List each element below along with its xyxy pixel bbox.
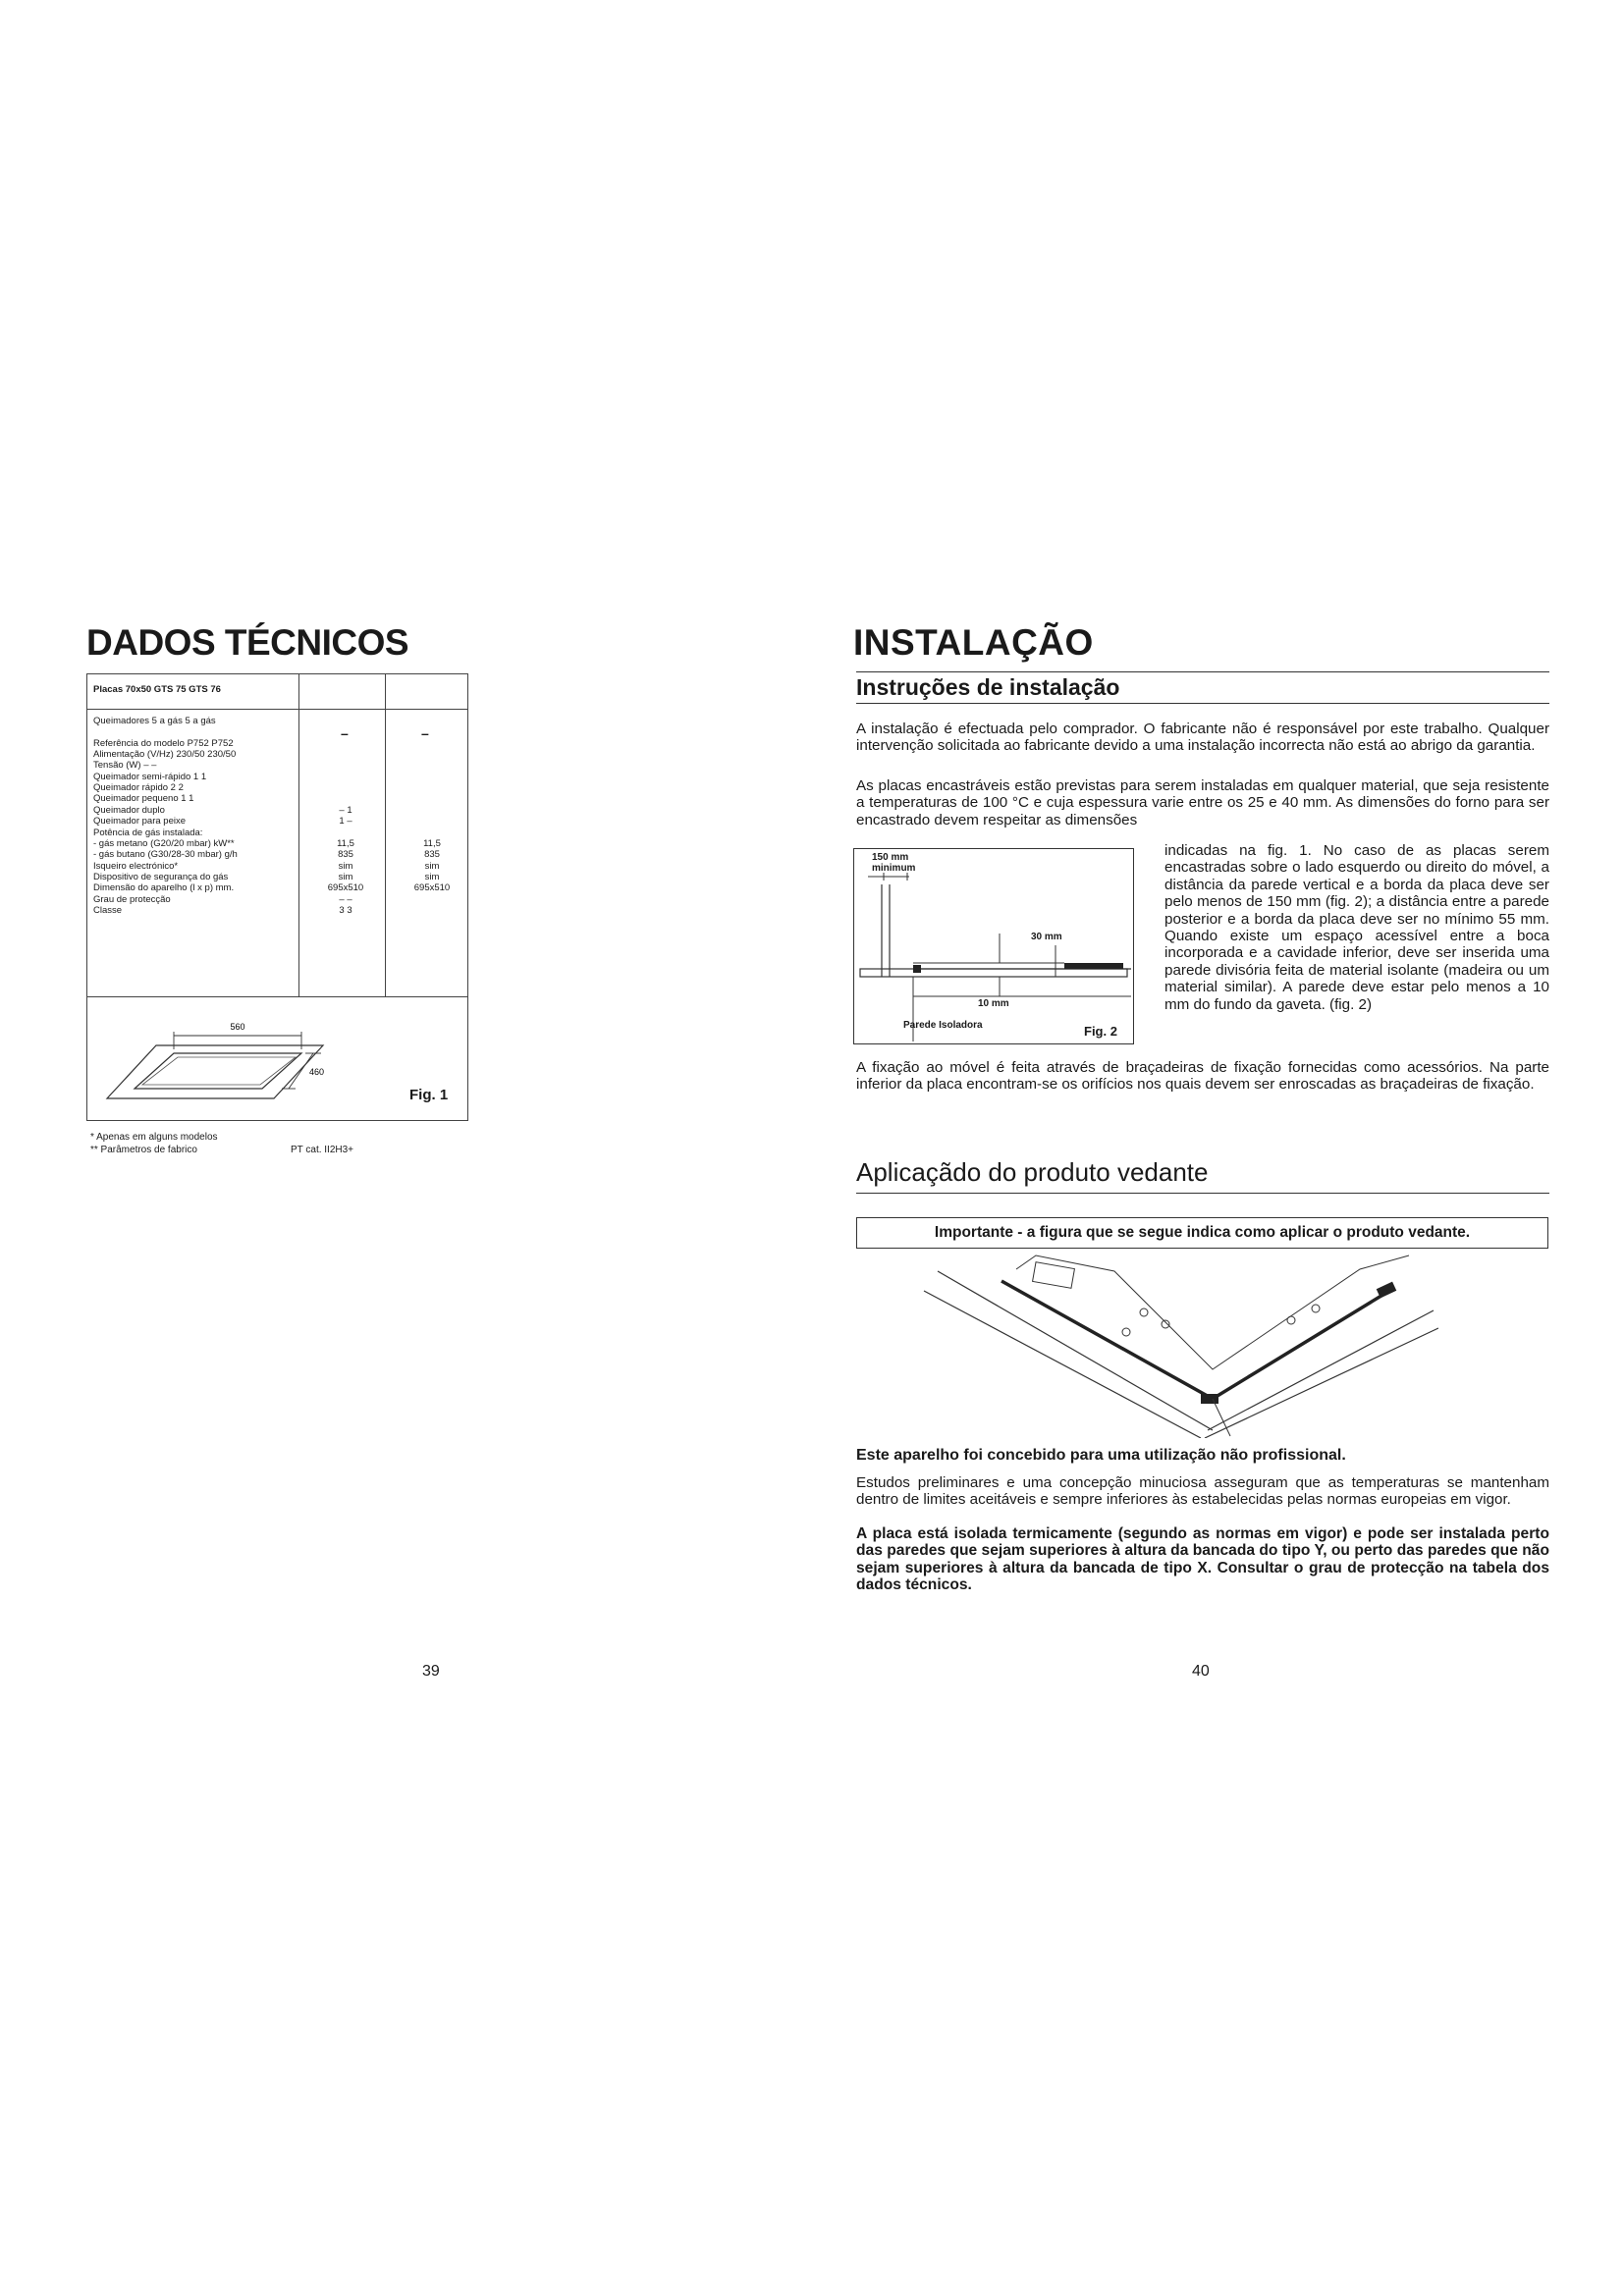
page-number-right: 40 xyxy=(1192,1663,1210,1680)
paragraph-builtin-materials: As placas encastráveis estão previstas para serem instaladas em qualquer material, que seja resistente a temperaturas de 100 °C e cuja espessura varie entre os 25 e 40 mm. As dimensões do forno para ser encastrado devem respeitar as dimensões xyxy=(856,777,1549,828)
table-cell-model1: 835 xyxy=(338,849,353,861)
table-dash-col2: – xyxy=(421,725,429,741)
table-row xyxy=(93,716,464,726)
table-dash-col1: – xyxy=(341,725,349,741)
table-cell-model2: 835 xyxy=(424,849,440,861)
table-header: Placas 70x50 GTS 75 GTS 76 xyxy=(93,684,221,695)
table-row xyxy=(93,738,464,749)
table-row xyxy=(93,749,464,760)
table-cell-model1: 1 – xyxy=(339,816,352,828)
table-row-label: - gás metano (G20/20 mbar) kW** xyxy=(93,837,235,849)
paragraph-installation-intro: A instalação é efectuada pelo comprador. O fabricante não é responsável por este trabalho. Qualquer intervenção solicitada ao fabricante devido a uma instalação incorrecta não está ao abrigo da garantia. xyxy=(856,721,1549,755)
table-row-label: Referência do modelo P752 P752 xyxy=(93,737,234,749)
table-row xyxy=(93,882,464,893)
table-row xyxy=(93,838,464,849)
professional-use-notice: Este aparelho foi concebido para uma utilização não profissional. xyxy=(856,1447,1346,1464)
table-figure-divider xyxy=(87,996,467,997)
table-row-label: Classe xyxy=(93,904,123,916)
table-cell-model2: sim xyxy=(424,871,440,882)
sealant-strip xyxy=(1001,1281,1389,1399)
table-row-label: Queimador para peixe xyxy=(93,816,186,828)
section-heading-installation: Instruções de instalação xyxy=(856,674,1120,700)
table-cell-model2: 11,5 xyxy=(423,837,441,849)
table-row-label: Potência de gás instalada: xyxy=(93,827,203,838)
table-row-label: Tensão (W) – – xyxy=(93,760,157,772)
fig2-countertop xyxy=(860,969,1127,977)
table-row-label: Queimador semi-rápido 1 1 xyxy=(93,771,207,782)
table-row xyxy=(93,828,464,838)
fig2-hob-edge xyxy=(1064,963,1123,969)
table-row xyxy=(93,772,464,782)
fig2-min-distance-word: minimum xyxy=(872,863,916,874)
table-row-label: Queimadores 5 a gás 5 a gás xyxy=(93,716,216,726)
hob-underside-outline xyxy=(1016,1255,1409,1369)
table-row-label: Queimador rápido 2 2 xyxy=(93,782,184,794)
table-row-label: - gás butano (G30/28-30 mbar) g/h xyxy=(93,849,238,861)
table-row-label: Grau de protecção xyxy=(93,893,171,905)
fig1-caption: Fig. 1 xyxy=(409,1087,449,1103)
fig2-caption: Fig. 2 xyxy=(1084,1024,1117,1039)
table-row xyxy=(93,816,464,827)
section-rule xyxy=(856,703,1549,704)
table-row xyxy=(93,760,464,771)
table-row-label: Queimador pequeno 1 1 xyxy=(93,793,194,805)
table-row xyxy=(93,905,464,916)
fig2-min-distance-value: 150 mm xyxy=(872,852,909,863)
title-rule xyxy=(856,671,1549,672)
table-row-label: Dimensão do aparelho (l x p) mm. xyxy=(93,882,235,894)
table-cell-model1: 695x510 xyxy=(327,882,364,894)
footnote-2: ** Parâmetros de fabrico xyxy=(90,1145,197,1155)
page-number-left: 39 xyxy=(422,1663,440,1680)
section-heading-sealant: Aplicaçãdo do produto vedante xyxy=(856,1157,1209,1187)
fig2-drawing xyxy=(854,849,1133,1043)
fig2-dim-10mm: 10 mm xyxy=(978,998,1009,1009)
footnote-1: * Apenas em alguns modelos xyxy=(90,1132,218,1143)
fig1-depth-label: 460 xyxy=(309,1067,325,1077)
table-row xyxy=(93,894,464,905)
fig2-wall-label: Parede Isoladora xyxy=(903,1020,983,1031)
table-row xyxy=(93,849,464,860)
important-note-box: Importante - a figura que se segue indica como aplicar o produto vedante. xyxy=(856,1217,1548,1249)
page-title-dados-tecnicos: DADOS TÉCNICOS xyxy=(86,622,409,663)
table-cell-model1: – 1 xyxy=(339,804,352,816)
paragraph-fixing-brackets: A fixação ao móvel é feita através de braçadeiras de fixação fornecidas como acessórios. Na parte inferior da placa encontram-se os orifícios nos quais devem ser enroscadas as braçadeiras de fixação. xyxy=(856,1059,1549,1094)
table-cell-model1: sim xyxy=(338,871,353,882)
table-row xyxy=(93,793,464,804)
catalog-category: PT cat. II2H3+ xyxy=(291,1145,354,1155)
technical-data-table xyxy=(86,673,468,1121)
sealant-application-diagram xyxy=(918,1252,1438,1438)
table-cell-model2: sim xyxy=(424,860,440,872)
table-cell-model1: – – xyxy=(339,893,352,905)
table-cell-model1: sim xyxy=(338,860,353,872)
fig1-width-label: 560 xyxy=(230,1022,245,1032)
table-row-label: Queimador duplo xyxy=(93,804,165,816)
table-row-label: Isqueiro electrónico* xyxy=(93,860,179,872)
paragraph-temperature-studies: Estudos preliminares e uma concepção minuciosa asseguram que as temperaturas se mantenham dentro de limites aceitáveis e sempre inferiores às estabelecidas pelas normas europeias em vigor. xyxy=(856,1474,1549,1509)
table-row xyxy=(93,782,464,793)
table-cell-model1: 3 3 xyxy=(339,904,352,916)
fig2-dim-30mm: 30 mm xyxy=(1031,932,1062,942)
table-header-divider xyxy=(87,709,467,710)
table-row xyxy=(93,872,464,882)
table-row xyxy=(93,861,464,872)
paragraph-thermal-insulation: A placa está isolada termicamente (segundo as normas em vigor) e pode ser instalada perto das paredes que sejam superiores à altura da bancada do tipo Y, ou perto das paredes que não sejam superiores à altura da bancada de tipo X. Consultar o grau de protecção na tabela dos dados técnicos. xyxy=(856,1525,1549,1594)
table-cell-model2: 695x510 xyxy=(413,882,451,894)
table-row-label: Dispositivo de segurança do gás xyxy=(93,871,229,882)
paragraph-clearances: indicadas na fig. 1. No caso de as placas serem encastradas sobre o lado esquerdo ou direito do móvel, a distância da parede vertical e a borda da placa deve ser pelo menos de 150 mm (fig. 2); a distância entre a parede posterior e a borda da placa deve ser no mínimo 55 mm. Quando existe um espaço acessível entre a boca incorporada e a cavidade inferior, deve ser inserida uma parede divisória feita de material isolante (madeira ou um material similar). A parede deve estar pelo menos a 10 mm do fundo da gaveta. (fig. 2) xyxy=(1164,842,1549,1013)
table-row-label: Alimentação (V/Hz) 230/50 230/50 xyxy=(93,749,237,761)
table-row xyxy=(93,726,464,737)
page-title-instalacao: INSTALAÇÃO xyxy=(853,622,1094,663)
table-cell-model1: 11,5 xyxy=(337,837,354,849)
fig2-clearance-diagram xyxy=(853,848,1134,1044)
table-row xyxy=(93,805,464,816)
section-rule xyxy=(856,1193,1549,1194)
